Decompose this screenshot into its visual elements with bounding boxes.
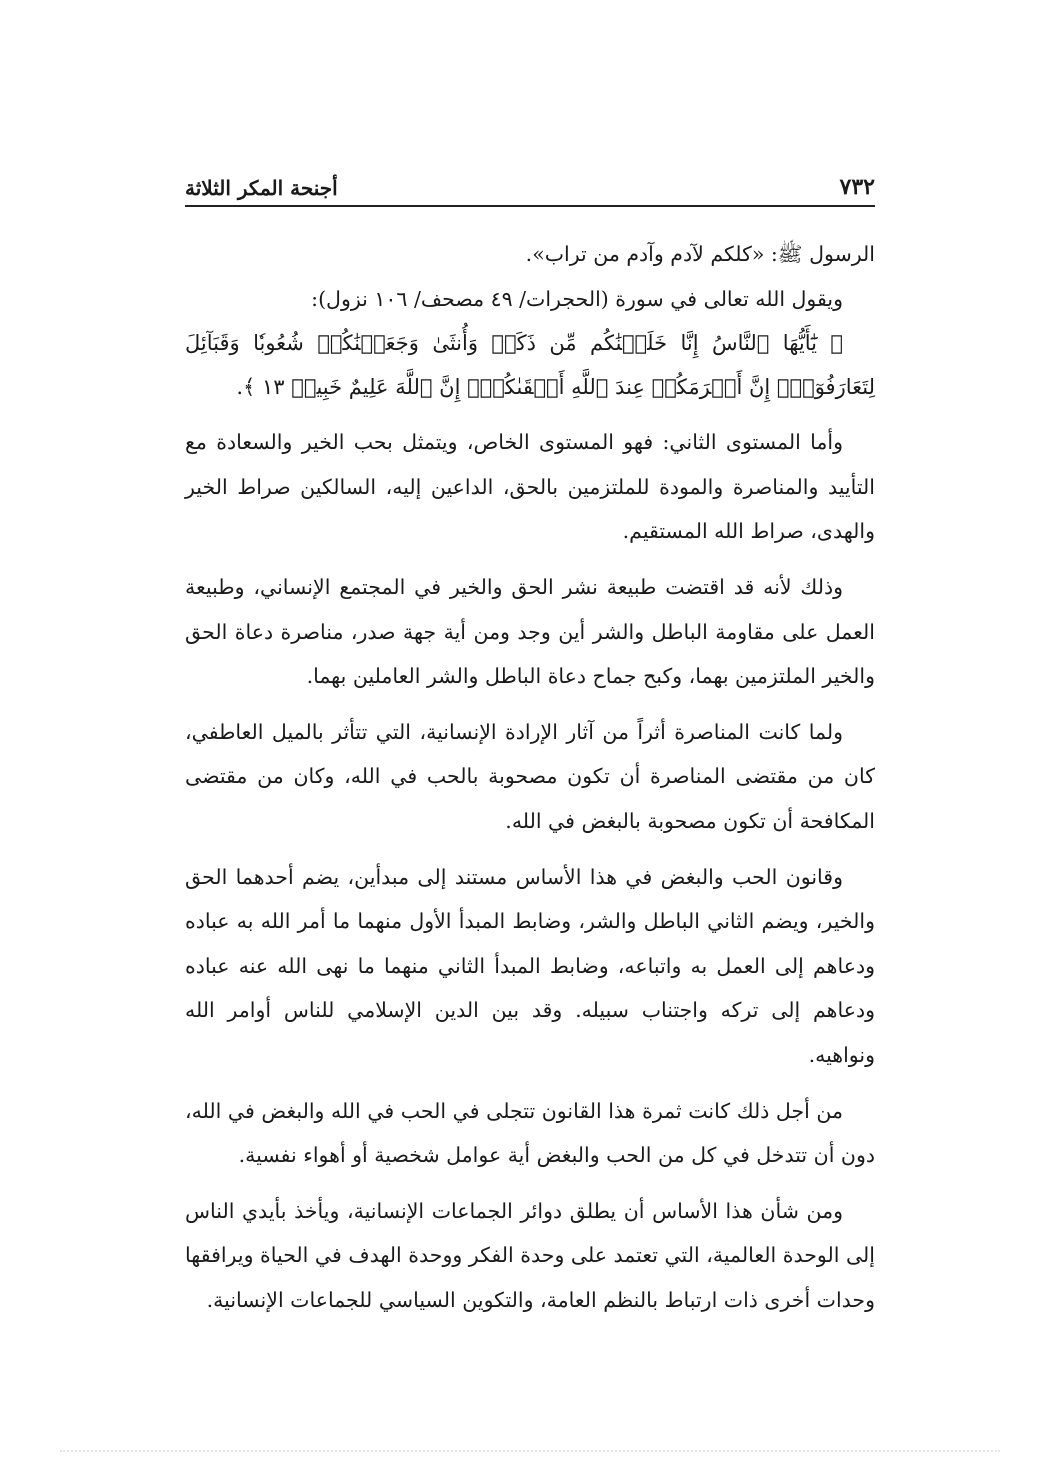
paragraph-gap	[185, 1178, 875, 1189]
page-number: ٧٣٢	[839, 174, 875, 200]
paragraph-nature-of-truth: وذلك لأنه قد اقتضت طبيعة نشر الحق والخير في المجتمع الإنساني، وطبيعة العمل على مقاومة الباطل والشر أين وجد ومن أية جهة صدر، مناصرة دعاة الحق والخير الملتزمين بهما، وكبح جماح دعاة الباطل والشر العاملين بهما.	[185, 574, 875, 689]
header-rule	[185, 205, 875, 207]
running-header	[185, 160, 875, 200]
paragraph-support: ولما كانت المناصرة أثراً من آثار الإرادة الإنسانية، التي تتأثر بالميل العاطفي، كان من مقتضى المناصرة أن تكون مصحوبة بالحب في الله، وكان من مقتضى المكافحة أن تكون مصحوبة بالبغض في الله.	[185, 719, 875, 833]
paragraph-law-of-love: وقانون الحب والبغض في هذا الأساس مستند إلى مبدأين، يضم أحدهما الحق والخير، ويضم الثاني الباطل والشر، وضابط المبدأ الأول منهما ما أمر الله به عباده ودعاهم إلى العمل به واتباعه، وضابط المبدأ الثاني منهما ما نهى الله عنه عباده ودعاهم إلى تركه واجتناب سبيله. وقد بين الدين الإسلامي للناس أوامر الله ونواهيه.	[185, 864, 875, 1067]
quran-verse: ﴿ يَٰٓأَيُّهَا ٱلنَّاسُ إِنَّا خَلَقۡنَٰكُم مِّن ذَكَرٖ وَأُنثَىٰ وَجَعَلۡنَٰكُمۡ شُعُوبٗا وَقَبَآئِلَ لِتَعَارَفُوٓاْۚ إِنَّ أَكۡرَمَكُمۡ عِندَ ٱللَّهِ أَتۡقَىٰكُمۡۚ إِنَّ ٱللَّهَ عَلِيمٌ خَبِيرٞ ١٣ ﴾.	[185, 331, 875, 400]
paragraph-gap	[185, 699, 875, 710]
paragraph-global-unity: ومن شأن هذا الأساس أن يطلق دوائر الجماعات الإنسانية، ويأخذ بأيدي الناس إلى الوحدة العالمية، التي تعتمد على وحدة الفكر ووحدة الهدف في الحياة ويرافقها وحدات أخرى ذات ارتباط بالنظم العامة، والتكوين السياسي للجماعات الإنسانية.	[185, 1198, 875, 1312]
paragraph-fruit-of-law: من أجل ذلك كانت ثمرة هذا القانون تتجلى في الحب في الله والبغض في الله، دون أن تتدخل في كل من الحب والبغض أية عوامل شخصية أو أهواء نفسية.	[185, 1098, 875, 1168]
paragraph-gap	[185, 554, 875, 565]
surah-citation: ويقول الله تعالى في سورة (الحجرات/ ٤٩ مصحف/ ١٠٦ نزول):	[311, 286, 843, 311]
page-body	[185, 232, 875, 1322]
paragraph-gap	[185, 844, 875, 855]
paragraph-gap	[185, 1078, 875, 1089]
paragraph-second-level: وأما المستوى الثاني: فهو المستوى الخاص، ويتمثل بحب الخير والسعادة مع التأييد والمناصرة والمودة للملتزمين بالحق، الداعين إليه، السالكين صراط الخير والهدى، صراط الله المستقيم.	[185, 430, 875, 544]
paragraph-gap	[185, 409, 875, 420]
book-title: أجنحة المكر الثلاثة	[185, 176, 338, 200]
scan-artifact-line	[60, 1450, 1000, 1454]
hadith-line: الرسول ﷺ: «كلكم لآدم وآدم من تراب».	[525, 242, 875, 266]
